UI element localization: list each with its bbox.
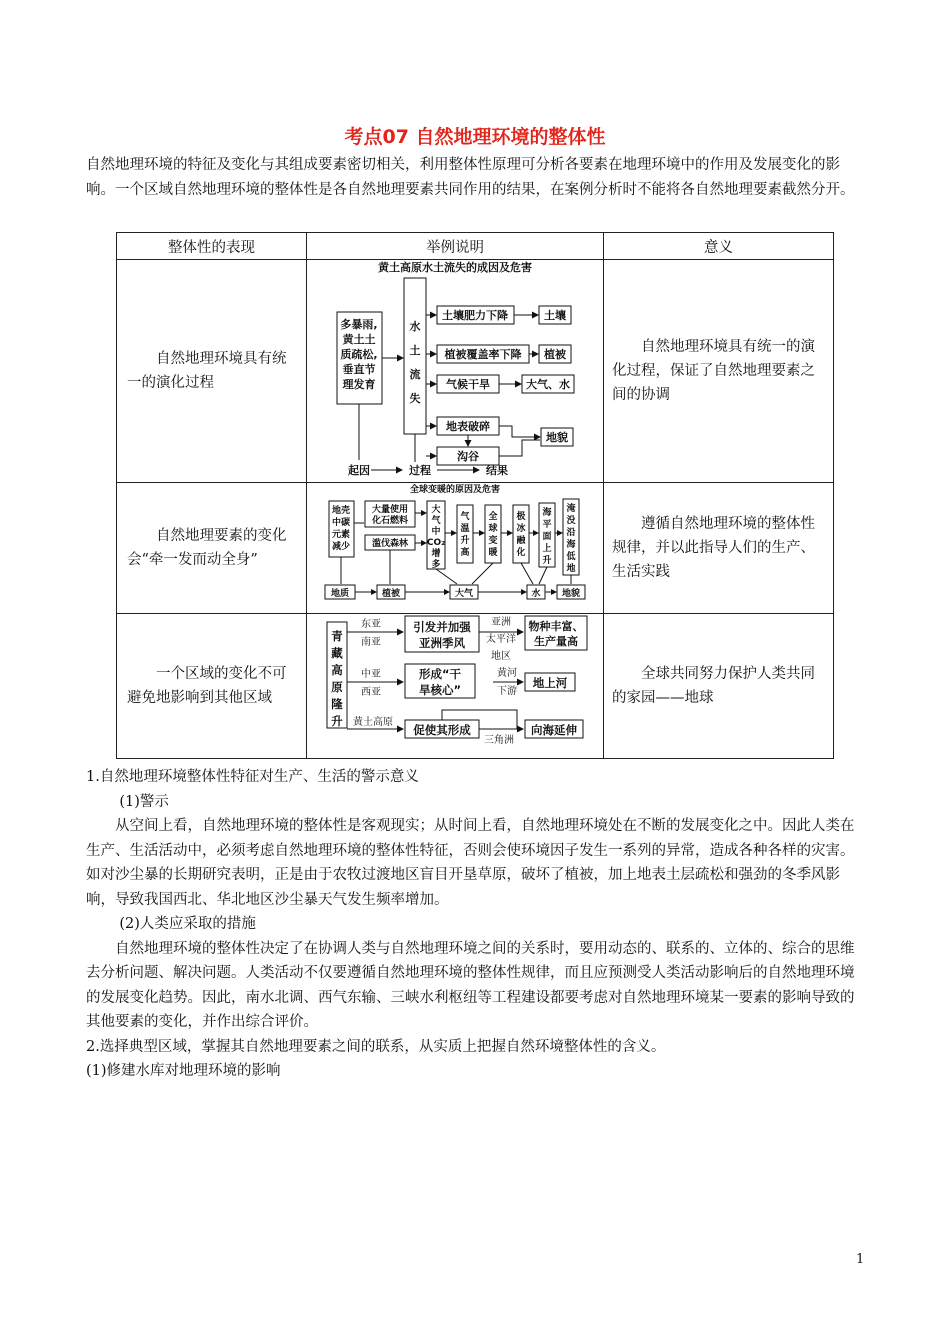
formation-text: 促使其形成 xyxy=(413,723,471,737)
diagram1-title: 黄土高原水土流失的成因及危害 xyxy=(378,261,532,274)
sea-level-text: 海平面上升 xyxy=(542,508,552,566)
diagram2-title: 全球变暖的原因及危害 xyxy=(409,485,501,495)
table-row xyxy=(117,483,834,614)
water-text: 水 xyxy=(531,589,541,599)
row1-meaning: 自然地理环境具有统一的演化过程，保证了自然地理要素之间的协调 xyxy=(604,260,834,483)
row3-diagram-cell xyxy=(307,614,604,759)
air-text: 大气 xyxy=(454,589,474,599)
row2-meaning: 遵循自然地理环境的整体性规律，并以此指导人们的生产、生活实践 xyxy=(604,483,834,614)
row2-expression: 自然地理要素的变化会“牵一发而动全身” xyxy=(117,483,307,614)
erosion-text: 水土流失 xyxy=(409,320,421,405)
section1-heading: 1.自然地理环境整体性特征对生产、生活的警示意义 xyxy=(86,769,419,785)
temperature-text: 气温升高 xyxy=(460,512,470,558)
integrity-table xyxy=(116,232,834,759)
co2-text: 大气中 CO₂ 增多 xyxy=(426,505,446,570)
row1-expression: 自然地理环境具有统一的演化过程 xyxy=(117,260,307,483)
arid-core-text: 形成“干旱核心” xyxy=(418,667,462,697)
landform2-text: 地貌 xyxy=(561,589,581,599)
flood-lowland-text: 淹没沿海低地 xyxy=(566,504,576,574)
vegetation-text: 植被 xyxy=(544,348,566,361)
plateau-text: 青藏高原隆升 xyxy=(331,629,343,728)
table-row xyxy=(117,260,834,483)
landform-text: 地貌 xyxy=(546,431,568,444)
section1-sub2: (2)人类应采取的措施 xyxy=(119,916,256,932)
warming-text: 全球变暖 xyxy=(488,512,498,558)
legend-result: 结果 xyxy=(486,464,508,477)
atmosphere-water-text: 大气、水 xyxy=(526,378,570,391)
drought-text: 气候干旱 xyxy=(446,378,490,391)
biodiversity-text: 物种丰富、生产量高 xyxy=(528,620,584,648)
soil-text: 土壤 xyxy=(544,309,566,322)
loess-plateau-label: 黄土高原 xyxy=(353,717,393,728)
row3-expression: 一个区域的变化不可避免地影响到其他区域 xyxy=(117,614,307,759)
seaward-text: 向海延伸 xyxy=(531,723,577,737)
row1-diagram-cell xyxy=(307,260,604,483)
legend-process: 过程 xyxy=(409,464,431,477)
intro-paragraph: 自然地理环境的特征及变化与其组成要素密切相关，利用整体性原理可分析各要素在地理环境中的作用及发展变化的影响。一个区域自然地理环境的整体性是各自然地理要素共同作用的结果，在案例分析时不能将各自然地理要素截然分开。 xyxy=(86,157,855,198)
delta-label: 三角洲 xyxy=(484,735,514,746)
central-west-asia-label: 中亚西亚 xyxy=(361,669,381,698)
section2-sub1: (1)修建水库对地理环境的影响 xyxy=(86,1063,281,1079)
fossil-fuel-text: 大量使用化石燃料 xyxy=(371,505,409,526)
suspended-river-text: 地上河 xyxy=(532,676,568,690)
table-row xyxy=(117,614,834,759)
header-meaning: 意义 xyxy=(604,233,834,260)
cause-text: 多暴雨,黄土土质疏松,垂直节理发育 xyxy=(340,318,378,391)
vegetation-cover-text: 植被覆盖率下降 xyxy=(444,348,522,361)
table-header-row xyxy=(117,233,834,260)
fertility-text: 土壤肥力下降 xyxy=(442,309,508,322)
deforestation-text: 滥伐森林 xyxy=(371,539,409,549)
monsoon-text: 引发并加强亚洲季风 xyxy=(413,620,471,650)
global-warming-diagram xyxy=(307,483,604,609)
section2-heading: 2.选择典型区域，掌握其自然地理要素之间的联系，从实质上把握自然环境整体性的含义。 xyxy=(86,1038,666,1055)
loess-erosion-diagram xyxy=(307,260,604,478)
gully-text: 沟谷 xyxy=(457,450,479,463)
tibet-uplift-diagram xyxy=(307,614,604,754)
yellow-river-label: 黄河下游 xyxy=(497,668,517,697)
page-title: 考点07 自然地理环境的整体性 xyxy=(344,126,606,148)
header-example: 举例说明 xyxy=(307,233,604,260)
geology-text: 地质 xyxy=(330,589,350,599)
row2-diagram-cell xyxy=(307,483,604,614)
asia-pacific-label: 亚洲太平洋地区 xyxy=(486,617,516,662)
carbon-text: 地壳中碳元素减少 xyxy=(331,506,351,552)
section1 xyxy=(86,765,866,1084)
surface-text: 地表破碎 xyxy=(446,420,490,433)
page-number: 1 xyxy=(856,1252,865,1267)
section1-sub1: (1)警示 xyxy=(119,793,169,810)
section1-para2: 自然地理环境的整体性决定了在协调人类与自然地理环境之间的关系时，要用动态的、联系的、立体的、综合的思维去分析问题、解决问题。人类活动不仅要遵循自然地理环境的整体性规律，而且应预测受人类活动影响后的自然地理环境的发展变化趋势。因此，南水北调、西气东输、三峡水利枢纽等工程建设都要考虑对自然地理环境某一要素的影响导致的其他要素的变化，并作出综合评价。 xyxy=(86,940,855,1030)
east-south-asia-label: 东亚南亚 xyxy=(361,619,381,648)
vegetation2-text: 植被 xyxy=(381,589,401,599)
section1-para1: 从空间上看，自然地理环境的整体性是客观现实；从时间上看，自然地理环境处在不断的发展变化之中。因此人类在生产、生活活动中，必须考虑自然地理环境的整体性特征，否则会使环境因子发生一系列的异常，造成各种各样的灾害。如对沙尘暴的长期研究表明，正是由于农牧过渡地区盲目开垦草原，破坏了植被，加上地表土层疏松和强劲的冬季风影响，导致我国西北、华北地区沙尘暴天气发生频率增加。 xyxy=(86,818,855,908)
header-expression: 整体性的表现 xyxy=(117,233,307,260)
ice-melt-text: 极冰融化 xyxy=(516,512,526,558)
row3-meaning: 全球共同努力保护人类共同的家园——地球 xyxy=(604,614,834,759)
legend-cause: 起因 xyxy=(348,464,370,477)
